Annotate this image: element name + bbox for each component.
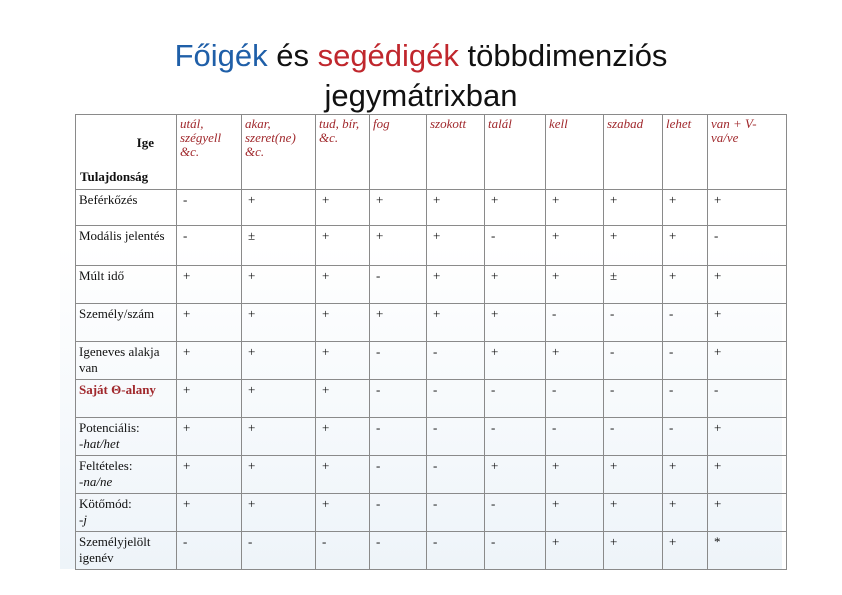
- feature-value-cell: -: [485, 226, 546, 266]
- column-header: akar, szeret(ne) &c.: [242, 115, 316, 190]
- table-row: [76, 532, 787, 570]
- feature-value-cell: +: [546, 226, 604, 266]
- feature-value-cell: +: [177, 266, 242, 304]
- feature-value-cell: -: [546, 304, 604, 342]
- row-label-text: Kötőmód:: [79, 496, 132, 511]
- feature-value-cell: +: [708, 456, 787, 494]
- feature-value-cell: -: [370, 342, 427, 380]
- corner-cell: [76, 115, 177, 190]
- feature-value-cell: +: [177, 380, 242, 418]
- row-label-text: Személyjelölt igenév: [79, 534, 151, 565]
- feature-value-cell: -: [370, 418, 427, 456]
- feature-value-cell: +: [316, 380, 370, 418]
- table-row: [76, 494, 787, 532]
- feature-value-cell: +: [427, 190, 485, 226]
- column-header: tud, bír, &c.: [316, 115, 370, 190]
- corner-property-label: Tulajdonság: [80, 169, 149, 184]
- title-conjunction: és: [267, 38, 318, 73]
- feature-value-cell: -: [370, 380, 427, 418]
- feature-value-cell: +: [663, 226, 708, 266]
- corner-ige-label: Ige: [136, 135, 154, 150]
- feature-value-cell: +: [708, 418, 787, 456]
- row-label-text: Potenciális:: [79, 420, 140, 435]
- feature-value-cell: +: [663, 494, 708, 532]
- feature-value-cell: +: [242, 456, 316, 494]
- feature-value-cell: +: [663, 266, 708, 304]
- feature-value-cell: +: [242, 342, 316, 380]
- feature-value-cell: -: [546, 380, 604, 418]
- feature-value-cell: +: [427, 226, 485, 266]
- column-header: lehet: [663, 115, 708, 190]
- feature-value-cell: +: [708, 190, 787, 226]
- feature-value-cell: +: [242, 304, 316, 342]
- feature-value-cell: -: [485, 532, 546, 570]
- feature-value-cell: +: [242, 266, 316, 304]
- feature-value-cell: +: [485, 342, 546, 380]
- feature-value-cell: +: [242, 380, 316, 418]
- feature-value-cell: +: [242, 418, 316, 456]
- feature-value-cell: +: [177, 494, 242, 532]
- feature-value-cell: -: [427, 418, 485, 456]
- row-label: [76, 456, 177, 494]
- row-label: [76, 190, 177, 226]
- feature-value-cell: +: [370, 226, 427, 266]
- row-label-text: Személy/szám: [79, 306, 155, 321]
- feature-value-cell: *: [708, 532, 787, 570]
- title-rest: többdimenziós: [458, 38, 668, 73]
- feature-value-cell: +: [316, 418, 370, 456]
- feature-value-cell: ±: [604, 266, 663, 304]
- row-sublabel-text: -hat/het: [79, 436, 120, 451]
- feature-value-cell: +: [427, 304, 485, 342]
- feature-value-cell: -: [708, 380, 787, 418]
- feature-value-cell: -: [427, 494, 485, 532]
- row-label: [76, 494, 177, 532]
- feature-value-cell: -: [427, 456, 485, 494]
- feature-value-cell: ±: [242, 226, 316, 266]
- feature-value-cell: -: [663, 418, 708, 456]
- feature-value-cell: +: [663, 456, 708, 494]
- feature-value-cell: +: [546, 342, 604, 380]
- row-sublabel-text: -j: [79, 512, 87, 527]
- feature-value-cell: +: [177, 456, 242, 494]
- row-label-text: Múlt idő: [79, 268, 125, 283]
- column-header: szabad: [604, 115, 663, 190]
- feature-value-cell: +: [316, 226, 370, 266]
- feature-value-cell: -: [242, 532, 316, 570]
- slide-title: [0, 36, 842, 116]
- row-label-text: Modális jelentés: [79, 228, 165, 243]
- feature-value-cell: +: [316, 304, 370, 342]
- table-row: [76, 266, 787, 304]
- feature-value-cell: -: [663, 304, 708, 342]
- row-sublabel-text: -na/ne: [79, 474, 113, 489]
- feature-value-cell: +: [242, 494, 316, 532]
- row-label: [76, 304, 177, 342]
- feature-value-cell: -: [604, 380, 663, 418]
- feature-value-cell: +: [316, 494, 370, 532]
- column-header: utál, szégyell &c.: [177, 115, 242, 190]
- feature-value-cell: +: [546, 532, 604, 570]
- title-line2: jegymátrixban: [324, 78, 518, 113]
- feature-value-cell: +: [604, 456, 663, 494]
- feature-value-cell: -: [663, 380, 708, 418]
- feature-value-cell: +: [708, 494, 787, 532]
- column-header: kell: [546, 115, 604, 190]
- feature-value-cell: +: [546, 494, 604, 532]
- feature-value-cell: -: [370, 456, 427, 494]
- feature-value-cell: -: [427, 532, 485, 570]
- table-row: [76, 380, 787, 418]
- feature-value-cell: +: [485, 266, 546, 304]
- column-header: fog: [370, 115, 427, 190]
- feature-value-cell: -: [546, 418, 604, 456]
- feature-value-cell: -: [604, 304, 663, 342]
- feature-value-cell: +: [604, 226, 663, 266]
- column-header: van + V-va/ve: [708, 115, 787, 190]
- feature-value-cell: +: [663, 532, 708, 570]
- feature-value-cell: -: [316, 532, 370, 570]
- feature-value-cell: +: [708, 342, 787, 380]
- feature-value-cell: +: [177, 342, 242, 380]
- feature-value-cell: +: [663, 190, 708, 226]
- feature-value-cell: -: [708, 226, 787, 266]
- feature-value-cell: +: [708, 266, 787, 304]
- feature-value-cell: -: [427, 380, 485, 418]
- feature-value-cell: +: [316, 342, 370, 380]
- feature-value-cell: +: [177, 418, 242, 456]
- feature-value-cell: +: [546, 190, 604, 226]
- row-label-text: Feltételes:: [79, 458, 133, 473]
- feature-value-cell: -: [663, 342, 708, 380]
- table-row: [76, 418, 787, 456]
- feature-value-cell: +: [316, 266, 370, 304]
- feature-value-cell: +: [370, 304, 427, 342]
- feature-value-cell: +: [427, 266, 485, 304]
- feature-value-cell: +: [485, 190, 546, 226]
- feature-value-cell: -: [177, 226, 242, 266]
- feature-value-cell: -: [485, 380, 546, 418]
- table-row: [76, 190, 787, 226]
- table-row: [76, 226, 787, 266]
- row-label: [76, 226, 177, 266]
- table-row: [76, 456, 787, 494]
- feature-value-cell: +: [485, 304, 546, 342]
- title-word-main-verbs: Főigék: [174, 38, 268, 73]
- feature-value-cell: -: [604, 418, 663, 456]
- row-label-text: Igeneves alakja van: [79, 344, 160, 375]
- feature-value-cell: +: [370, 190, 427, 226]
- feature-value-cell: +: [177, 304, 242, 342]
- feature-value-cell: -: [485, 494, 546, 532]
- row-label-text: Saját Θ-alany: [79, 382, 156, 397]
- row-label: [76, 532, 177, 570]
- feature-value-cell: -: [177, 190, 242, 226]
- row-label: [76, 342, 177, 380]
- feature-value-cell: +: [604, 494, 663, 532]
- feature-value-cell: +: [546, 266, 604, 304]
- feature-value-cell: +: [242, 190, 316, 226]
- header-row: [76, 115, 787, 190]
- feature-value-cell: +: [604, 190, 663, 226]
- feature-value-cell: -: [370, 494, 427, 532]
- feature-matrix-table: [75, 114, 787, 570]
- table-row: [76, 304, 787, 342]
- feature-value-cell: -: [177, 532, 242, 570]
- feature-value-cell: -: [485, 418, 546, 456]
- feature-value-cell: +: [708, 304, 787, 342]
- feature-value-cell: -: [427, 342, 485, 380]
- feature-value-cell: +: [316, 190, 370, 226]
- feature-value-cell: +: [316, 456, 370, 494]
- feature-value-cell: -: [604, 342, 663, 380]
- column-header: szokott: [427, 115, 485, 190]
- row-label: [76, 266, 177, 304]
- feature-value-cell: +: [485, 456, 546, 494]
- table-row: [76, 342, 787, 380]
- feature-value-cell: +: [546, 456, 604, 494]
- row-label-text: Beférkőzés: [79, 192, 138, 207]
- title-word-auxiliaries: segédigék: [317, 38, 459, 73]
- feature-value-cell: +: [604, 532, 663, 570]
- row-label: [76, 380, 177, 418]
- column-header: talál: [485, 115, 546, 190]
- feature-value-cell: -: [370, 532, 427, 570]
- feature-value-cell: -: [370, 266, 427, 304]
- row-label: [76, 418, 177, 456]
